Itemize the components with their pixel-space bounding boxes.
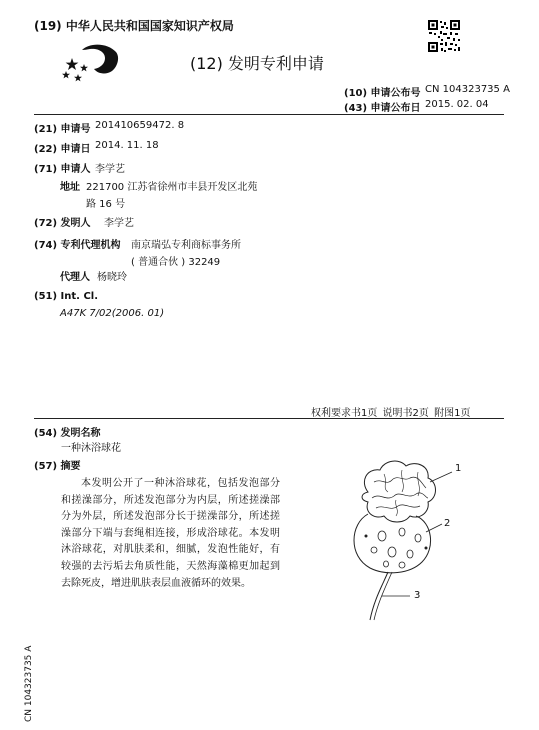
address-label: 地址	[60, 182, 80, 193]
abstract-divider	[34, 418, 504, 419]
patent-agency-line-1: 南京瑞弘专利商标事务所	[131, 240, 241, 251]
invention-name-value: 一种沐浴球花	[61, 443, 121, 454]
abstract-label: (57) 摘要	[34, 461, 81, 472]
figure-label-2: 2	[444, 518, 451, 529]
invention-name-label: (54) 发明名称	[34, 428, 101, 439]
figure-label-1: 1	[455, 463, 462, 474]
document-type-title: (12) 发明专利申请	[190, 54, 324, 73]
publication-date-value: 2015. 02. 04	[425, 99, 489, 110]
address-line-2: 路 16 号	[86, 199, 126, 210]
inventor-value: 李学艺	[104, 218, 134, 229]
agent-value: 杨晓玲	[97, 272, 127, 283]
agent-label: 代理人	[60, 272, 90, 283]
applicant-label: (71) 申请人	[34, 164, 91, 175]
bath-flower-drawing	[330, 452, 460, 622]
publication-date-label: (43) 申请公布日	[344, 103, 421, 114]
patent-office-title: (19) 中华人民共和国国家知识产权局	[34, 19, 234, 33]
application-number-value: 201410659472. 8	[95, 120, 185, 131]
inventor-label: (72) 发明人	[34, 218, 91, 229]
publication-number-label: (10) 申请公布号	[344, 88, 421, 99]
address-line-1: 221700 江苏省徐州市丰县开发区北苑	[86, 182, 258, 193]
vertical-publication-number: CN 104323735 A	[24, 645, 34, 722]
publication-number-value: CN 104323735 A	[425, 84, 510, 95]
qr-code-icon	[427, 19, 461, 53]
figure-label-3: 3	[414, 590, 421, 601]
patent-office-emblem-icon	[60, 44, 122, 84]
patent-agency-label: (74) 专利代理机构	[34, 240, 121, 251]
intl-classification-value: A47K 7/02(2006. 01)	[60, 308, 165, 319]
header-divider	[34, 114, 504, 115]
abstract-text: 本发明公开了一种沐浴球花，包括发泡部分和搓澡部分，所述发泡部分为内层，所述搓澡部分为外层，所述发泡部分长于搓澡部分，所述搓澡部分下端与套绳相连接，形成浴球花。本发明沐浴球花，对肌肤柔和，细腻，发泡性能好，有较强的去污垢去角质性能，天然海藻棉更加起到去除死皮，增进肌肤表层血液循环的效果。	[61, 478, 280, 589]
intl-classification-label: (51) Int. Cl.	[34, 291, 99, 302]
patent-agency-line-2: ( 普通合伙 ) 32249	[131, 257, 221, 268]
applicant-value: 李学艺	[95, 164, 125, 175]
application-date-value: 2014. 11. 18	[95, 140, 159, 151]
page-count-info: 权利要求书1页 说明书2页 附图1页	[311, 408, 471, 419]
application-date-label: (22) 申请日	[34, 144, 91, 155]
application-number-label: (21) 申请号	[34, 124, 91, 135]
